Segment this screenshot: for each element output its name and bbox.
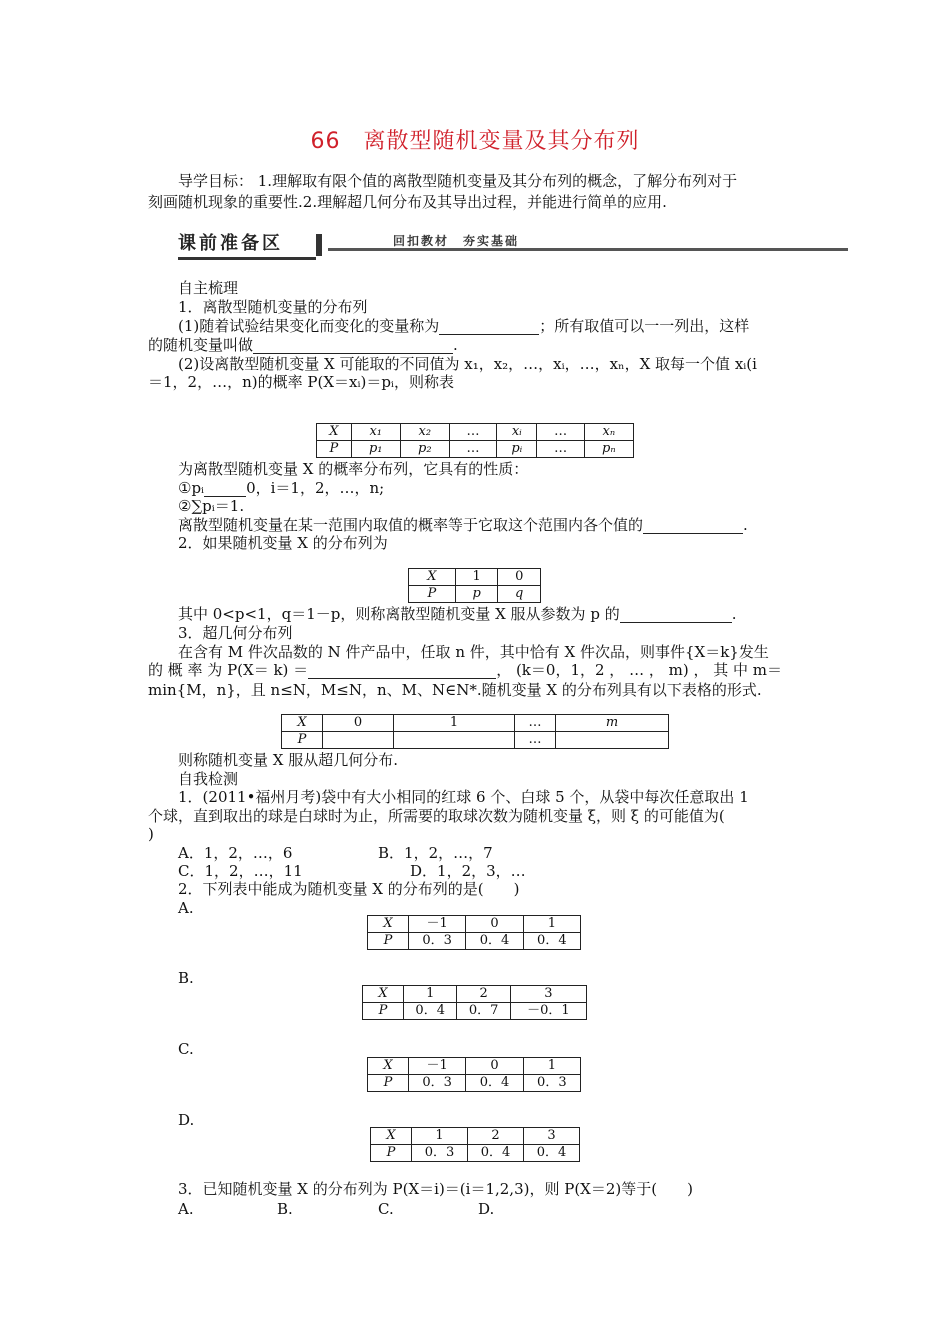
page-title: 66 离散型随机变量及其分布列 (310, 129, 640, 154)
after-table-3: 则称随机变量 X 服从超几何分布. (178, 751, 398, 769)
q1-option-c: C．1，2，…，11 (178, 862, 303, 880)
q2-option-a: A. (178, 899, 194, 917)
table-cell: －1 (409, 1058, 466, 1075)
table-cell: … (537, 424, 584, 441)
q3-stem: 3．已知随机变量 X 的分布列为 P(X＝i)＝(i＝1,2,3)，则 P(X＝2)等于( ) (178, 1180, 693, 1198)
table-cell: 0．3 (409, 933, 466, 950)
table-cell: －0．1 (510, 1003, 586, 1020)
table-cell (394, 732, 515, 749)
table-cell: X (409, 569, 456, 586)
q1-option-b: B．1，2，…，7 (378, 844, 493, 862)
banner-bar (316, 234, 322, 256)
banner-subtitle: 回扣教材 夯实基础 (393, 234, 520, 248)
goal-line-1: 导学目标： 1.理解取有限个值的离散型随机变量及其分布列的概念，了解分布列对于 (178, 172, 738, 190)
table-cell: q (498, 586, 541, 603)
table-cell: xᵢ (497, 424, 537, 441)
table-cell: 1 (404, 986, 457, 1003)
table-cell: 0 (498, 569, 541, 586)
q3-option-b: B. (277, 1200, 293, 1218)
table-cell: 1 (455, 569, 498, 586)
table-cell: P (371, 1145, 412, 1162)
table-cell: 0 (466, 1058, 523, 1075)
q3-option-d: D. (478, 1200, 495, 1218)
range-line: 离散型随机变量在某一范围内取值的概率等于它取这个范围内各个值的 . (178, 516, 748, 534)
q2-option-b: B. (178, 969, 194, 987)
q1-option-a: A．1，2，…，6 (178, 844, 293, 862)
table-cell: 0．4 (466, 1075, 523, 1092)
review-heading: 自主梳理 (178, 279, 239, 297)
q1-line-2: 个球，直到取出的球是白球时为止，所需要的取球次数为随机变量 ξ，则 ξ 的可能值为( (148, 807, 725, 825)
table-cell: P (363, 1003, 404, 1020)
table-cell: P (368, 933, 409, 950)
table-cell: p (455, 586, 498, 603)
table-cell: … (515, 732, 556, 749)
table-cell: 1 (523, 916, 580, 933)
blank-4 (643, 519, 743, 534)
selftest-heading: 自我检测 (178, 770, 239, 788)
hypergeometric-table (281, 714, 669, 749)
table-cell: 1 (394, 715, 515, 732)
q1-line-3: ) (148, 825, 154, 843)
table-cell: 0．4 (468, 1145, 524, 1162)
table-cell: －1 (409, 916, 466, 933)
blank-3 (204, 482, 246, 497)
table-cell: … (537, 441, 584, 458)
table-cell: x₂ (400, 424, 449, 441)
table-cell: m (556, 715, 669, 732)
blank-1 (439, 320, 539, 335)
table-cell (323, 732, 394, 749)
banner-title: 课前准备区 (178, 230, 316, 258)
table-cell (556, 732, 669, 749)
blank-5 (620, 608, 732, 623)
table-cell: 1 (412, 1128, 468, 1145)
q1-option-d: D．1，2，3，… (410, 862, 526, 880)
hyper-line-3: min{M，n}，且 n≤N，M≤N，n、M、N∈N*.随机变量 X 的分布列具有以下表格的形式. (148, 681, 762, 699)
table-cell: X (368, 1058, 409, 1075)
table-cell: 0．3 (412, 1145, 468, 1162)
table-cell: x₁ (351, 424, 400, 441)
table-cell: 0．3 (409, 1075, 466, 1092)
q2-table-c (367, 1057, 581, 1092)
table-cell: … (449, 424, 496, 441)
table-cell: P (409, 586, 456, 603)
two-point-table (408, 568, 541, 603)
table-cell: X (368, 916, 409, 933)
q2-option-d: D. (178, 1111, 195, 1129)
q2-table-b (362, 985, 587, 1020)
table-cell: 0．4 (404, 1003, 457, 1020)
table-cell: P (368, 1075, 409, 1092)
table-cell: X (317, 424, 352, 441)
table-cell: 2 (457, 986, 510, 1003)
table-cell: … (449, 441, 496, 458)
table-cell: X (363, 986, 404, 1003)
section-1-title: 1．离散型随机变量的分布列 (178, 298, 368, 316)
q3-option-a: A. (178, 1200, 194, 1218)
table-cell: P (317, 441, 352, 458)
table-cell: 0 (323, 715, 394, 732)
table-cell: pₙ (584, 441, 633, 458)
after-table-2: 其中 0<p<1，q＝1－p，则称离散型随机变量 X 服从参数为 p 的 . (178, 605, 737, 623)
q3-option-c: C. (378, 1200, 394, 1218)
table-cell: 0．7 (457, 1003, 510, 1020)
property-2: ②∑pᵢ＝1. (178, 497, 245, 515)
table-cell: 1 (523, 1058, 580, 1075)
para-2b: ＝1，2，…，n)的概率 P(X＝xᵢ)＝pᵢ，则称表 (148, 373, 454, 391)
table-cell: 0．4 (524, 1145, 580, 1162)
table-cell: X (371, 1128, 412, 1145)
blank-6 (308, 664, 496, 679)
section-3-title: 3．超几何分布列 (178, 624, 293, 642)
q2-option-c: C. (178, 1040, 194, 1058)
table-cell: 2 (468, 1128, 524, 1145)
table-cell: X (282, 715, 323, 732)
table-cell: p₁ (351, 441, 400, 458)
table-cell: … (515, 715, 556, 732)
table-cell: 0．3 (523, 1075, 580, 1092)
blank-2 (253, 339, 453, 354)
table-cell: pᵢ (497, 441, 537, 458)
table-cell: p₂ (400, 441, 449, 458)
table-cell: 0 (466, 916, 523, 933)
para-1b: 的随机变量叫做 . (148, 336, 458, 354)
table-cell: 0．4 (523, 933, 580, 950)
table-cell: 0．4 (466, 933, 523, 950)
para-1a: (1)随着试验结果变化而变化的变量称为 ；所有取值可以一一列出，这样 (178, 317, 750, 335)
q1-line-1: 1．(2011•福州月考)袋中有大小相同的红球 6 个、白球 5 个，从袋中每次任意取出 1 (178, 788, 749, 806)
table-cell: 3 (524, 1128, 580, 1145)
q2-stem: 2．下列表中能成为随机变量 X 的分布列的是( ) (178, 880, 520, 898)
hyper-line-1: 在含有 M 件次品数的 N 件产品中，任取 n 件，其中恰有 X 件次品，则事件{X＝k}发生 (178, 643, 769, 661)
section-2-title: 2．如果随机变量 X 的分布列为 (178, 534, 388, 552)
hyper-line-2: 的 概 率 为 P(X＝ k) ＝ ， (k＝0，1，2 ， … ， m) ， 其 中 m＝ (148, 661, 782, 679)
section-banner (178, 230, 848, 258)
after-table-1: 为离散型随机变量 X 的概率分布列，它具有的性质： (178, 460, 529, 478)
para-2a: (2)设离散型随机变量 X 可能取的不同值为 x₁，x₂，…，xᵢ，…，xₙ，X 取每一个值 xᵢ(i (178, 355, 757, 373)
distribution-table (316, 423, 634, 458)
table-cell: P (282, 732, 323, 749)
q2-table-d (370, 1127, 580, 1162)
table-cell: xₙ (584, 424, 633, 441)
q2-table-a (367, 915, 581, 950)
table-cell: 3 (510, 986, 586, 1003)
property-1: ①pᵢ 0，i＝1，2，…，n; (178, 479, 385, 497)
goal-line-2: 刻画随机现象的重要性.2.理解超几何分布及其导出过程，并能进行简单的应用. (148, 193, 667, 211)
